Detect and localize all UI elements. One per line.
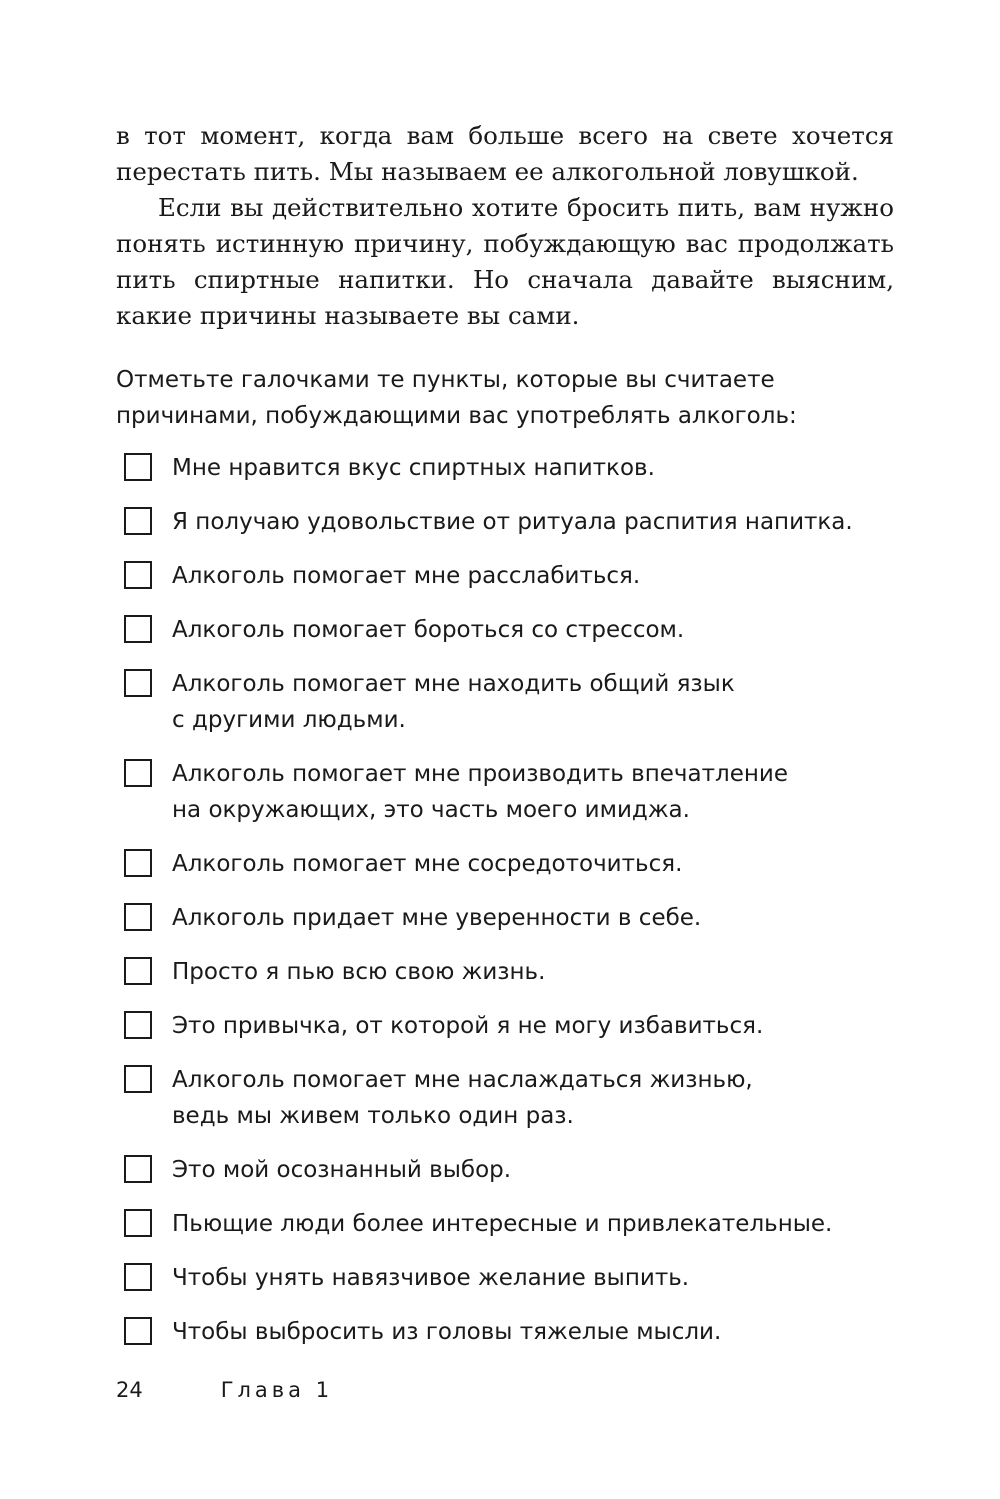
checklist-item-label: Алкоголь помогает мне находить общий язык — [172, 671, 735, 697]
checklist-item — [124, 612, 944, 648]
checklist-item — [124, 1062, 944, 1134]
checklist-item — [124, 846, 944, 882]
paragraph-continuation: в тот момент, когда вам больше всего на свете хочется перестать пить. Мы называем ее алкогольной ловушкой. — [116, 121, 894, 186]
checklist-item — [124, 756, 944, 828]
checklist-item-label: Пьющие люди более интересные и привлекательные. — [172, 1211, 833, 1237]
checklist-item-label-continued: ведь мы живем только один раз. — [172, 1103, 574, 1129]
checklist-item-label: Мне нравится вкус спиртных напитков. — [172, 455, 655, 481]
checklist-item-label: Алкоголь помогает мне сосредоточиться. — [172, 851, 683, 877]
checkbox[interactable] — [124, 957, 152, 985]
page-number: 24 — [116, 1378, 143, 1402]
prompt-line-1: Отметьте галочками те пункты, которые вы считаете — [116, 367, 775, 393]
checklist-item-label: Это привычка, от которой я не могу избавиться. — [172, 1013, 764, 1039]
checklist-item — [124, 900, 944, 936]
paragraph-intro: Если вы действительно хотите бросить пить, вам нужно понять истинную причину, побуждающую вас продолжать пить спиртные напитки. Но сначала давайте выясним, какие причины называете вы сами. — [116, 193, 894, 330]
checkbox[interactable] — [124, 849, 152, 877]
checkbox[interactable] — [124, 561, 152, 589]
checklist-item-label: Алкоголь помогает мне расслабиться. — [172, 563, 641, 589]
checkbox[interactable] — [124, 1209, 152, 1237]
body-text — [116, 118, 894, 334]
checklist-item-label-continued: с другими людьми. — [172, 707, 406, 733]
page-footer — [116, 1378, 333, 1402]
checklist-item-label: Чтобы выбросить из головы тяжелые мысли. — [172, 1319, 722, 1345]
checkbox[interactable] — [124, 1263, 152, 1291]
checklist-item-label: Алкоголь помогает мне наслаждаться жизнью, — [172, 1067, 753, 1093]
checkbox[interactable] — [124, 507, 152, 535]
checkbox[interactable] — [124, 1065, 152, 1093]
checklist-item-label: Чтобы унять навязчивое желание выпить. — [172, 1265, 690, 1291]
checklist-item — [124, 1008, 944, 1044]
checklist-item-label: Это мой осознанный выбор. — [172, 1157, 512, 1183]
reasons-checklist — [124, 450, 944, 1368]
checklist-item — [124, 1152, 944, 1188]
checklist-item — [124, 504, 944, 540]
checkbox[interactable] — [124, 1155, 152, 1183]
checklist-item-label-continued: на окружающих, это часть моего имиджа. — [172, 797, 690, 823]
checklist-item-label: Алкоголь помогает мне производить впечатление — [172, 761, 788, 787]
checkbox[interactable] — [124, 669, 152, 697]
checklist-item-label: Просто я пью всю свою жизнь. — [172, 959, 546, 985]
checkbox[interactable] — [124, 903, 152, 931]
prompt-line-2: причинами, побуждающими вас употреблять алкоголь: — [116, 403, 797, 429]
chapter-label: Глава 1 — [220, 1378, 334, 1402]
checklist-item — [124, 666, 944, 738]
checklist-item — [124, 1314, 944, 1350]
checkbox[interactable] — [124, 759, 152, 787]
checklist-item-label: Алкоголь помогает бороться со стрессом. — [172, 617, 685, 643]
checklist-item — [124, 558, 944, 594]
checklist-item — [124, 954, 944, 990]
checkbox[interactable] — [124, 1011, 152, 1039]
checklist-item-label: Алкоголь придает мне уверенности в себе. — [172, 905, 702, 931]
checkbox[interactable] — [124, 615, 152, 643]
checkbox[interactable] — [124, 453, 152, 481]
checklist-prompt — [116, 362, 916, 434]
checklist-item — [124, 1206, 944, 1242]
checklist-item — [124, 450, 944, 486]
checklist-item — [124, 1260, 944, 1296]
checkbox[interactable] — [124, 1317, 152, 1345]
checklist-item-label: Я получаю удовольствие от ритуала распития напитка. — [172, 509, 853, 535]
